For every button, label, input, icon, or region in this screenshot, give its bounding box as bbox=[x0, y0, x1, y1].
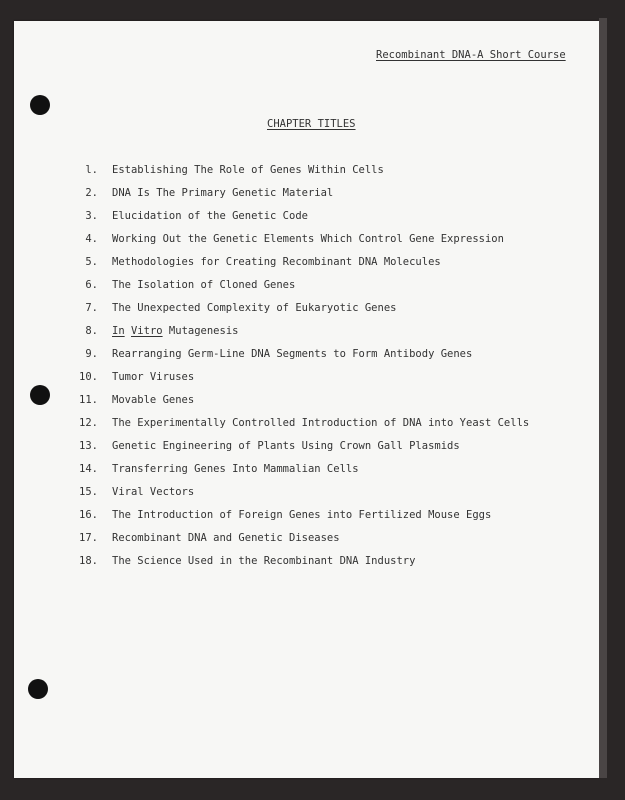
chapter-number: 6. bbox=[85, 279, 98, 291]
chapter-number: 8. bbox=[85, 325, 98, 337]
list-item bbox=[70, 531, 570, 554]
chapter-title: Elucidation of the Genetic Code bbox=[112, 210, 308, 222]
chapter-number: 13. bbox=[79, 440, 98, 452]
list-item bbox=[70, 186, 570, 209]
chapter-title bbox=[112, 324, 238, 347]
chapter-number: 5. bbox=[85, 256, 98, 268]
chapter-number: 3. bbox=[85, 210, 98, 222]
list-item bbox=[70, 439, 570, 462]
chapter-title: The Introduction of Foreign Genes into Fertilized Mouse Eggs bbox=[112, 509, 492, 521]
list-item bbox=[70, 232, 570, 255]
chapter-number: 7. bbox=[85, 302, 98, 314]
chapter-title: Tumor Viruses bbox=[112, 371, 195, 383]
list-item bbox=[70, 255, 570, 278]
chapter-title-rest: Mutagenesis bbox=[168, 325, 239, 337]
chapter-title: Rearranging Germ-Line DNA Segments to Form Antibody Genes bbox=[112, 348, 473, 360]
chapter-number: 11. bbox=[79, 394, 98, 406]
list-item bbox=[70, 462, 570, 485]
punch-hole bbox=[30, 385, 50, 405]
chapter-number: 10. bbox=[79, 371, 98, 383]
chapter-number: 16. bbox=[79, 509, 98, 521]
chapter-title: DNA Is The Primary Genetic Material bbox=[112, 187, 334, 199]
list-item bbox=[70, 209, 570, 232]
chapter-number: 17. bbox=[79, 532, 98, 544]
list-item bbox=[70, 370, 570, 393]
page-edge bbox=[599, 18, 607, 778]
chapter-title: The Unexpected Complexity of Eukaryotic Genes bbox=[112, 302, 397, 314]
chapter-title-italic-vitro: Vitro bbox=[130, 325, 163, 337]
list-item bbox=[70, 347, 570, 370]
list-item bbox=[70, 485, 570, 508]
chapter-title: The Experimentally Controlled Introduction of DNA into Yeast Cells bbox=[112, 417, 530, 429]
list-item bbox=[70, 324, 570, 347]
chapter-title: Movable Genes bbox=[112, 394, 195, 406]
list-item bbox=[70, 508, 570, 531]
chapter-number: 15. bbox=[79, 486, 98, 498]
chapter-number: 2. bbox=[85, 187, 98, 199]
chapter-title: The Isolation of Cloned Genes bbox=[112, 279, 296, 291]
chapter-title: Genetic Engineering of Plants Using Crown Gall Plasmids bbox=[112, 440, 460, 452]
chapter-number: 4. bbox=[85, 233, 98, 245]
chapter-title: Working Out the Genetic Elements Which Control Gene Expression bbox=[112, 233, 504, 245]
chapter-title: The Science Used in the Recombinant DNA Industry bbox=[112, 555, 416, 567]
chapter-title: Recombinant DNA and Genetic Diseases bbox=[112, 532, 340, 544]
list-item bbox=[70, 163, 570, 186]
chapter-number: 14. bbox=[79, 463, 98, 475]
chapter-list bbox=[70, 163, 570, 577]
chapter-title: Viral Vectors bbox=[112, 486, 195, 498]
page-title: CHAPTER TITLES bbox=[267, 118, 356, 130]
chapter-title: Methodologies for Creating Recombinant DNA Molecules bbox=[112, 256, 441, 268]
list-item bbox=[70, 278, 570, 301]
chapter-title: Establishing The Role of Genes Within Cells bbox=[112, 164, 384, 176]
chapter-title: Transferring Genes Into Mammalian Cells bbox=[112, 463, 359, 475]
course-title: Recombinant DNA-A Short Course bbox=[376, 49, 566, 61]
punch-hole bbox=[30, 95, 50, 115]
chapter-number: 12. bbox=[79, 417, 98, 429]
chapter-number: l. bbox=[85, 164, 98, 176]
list-item bbox=[70, 416, 570, 439]
chapter-number: 9. bbox=[85, 348, 98, 360]
punch-hole bbox=[28, 679, 48, 699]
list-item bbox=[70, 393, 570, 416]
chapter-number: 18. bbox=[79, 555, 98, 567]
list-item bbox=[70, 554, 570, 577]
list-item bbox=[70, 301, 570, 324]
chapter-title-italic-in: In bbox=[112, 325, 125, 337]
